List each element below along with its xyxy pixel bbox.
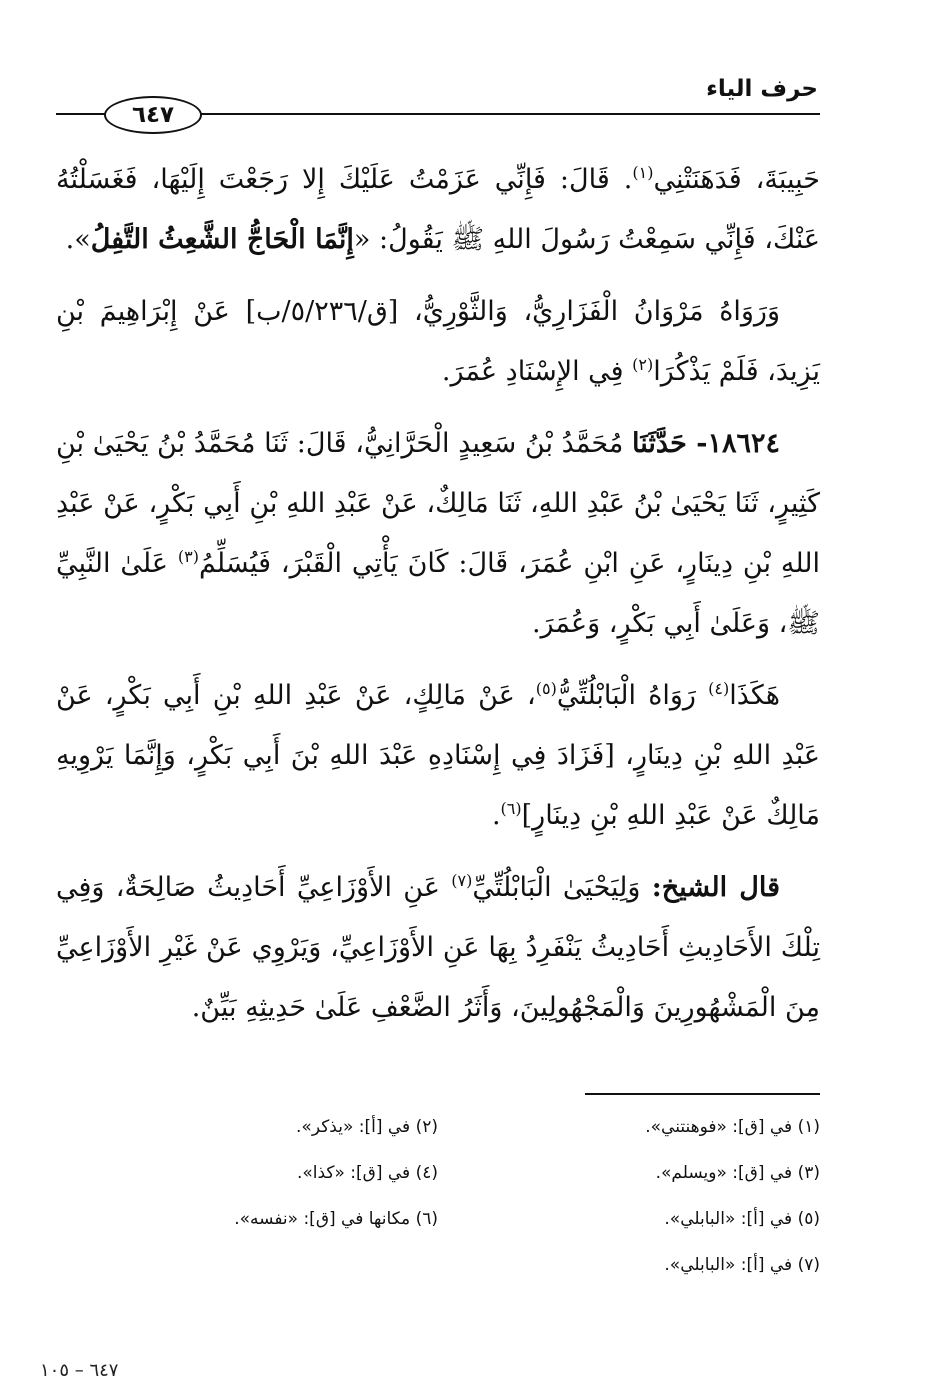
footnote-1 — [438, 1108, 820, 1146]
text-span: عَلَىٰ النَّبِيِّ ﷺ، وَعَلَىٰ أَبِي بَكْرٍ، وَعُمَرَ. — [56, 548, 820, 639]
text-span: . قَالَ: فَإِنِّي عَزَمْتُ عَلَيْكَ إِلا رَجَعْتَ إِلَيْهَا، فَغَسَلْتُهُ عَنْكَ، فَإِنِّي سَمِعْتُ رَسُولَ اللهِ ﷺ يَقُولُ: « — [56, 164, 820, 255]
footnote-2 — [56, 1108, 438, 1146]
footnotes — [56, 1108, 820, 1284]
footnote-ref-7: (٧) — [451, 871, 473, 890]
text-span: وَرَوَاهُ مَرْوَانُ الْفَزَارِيُّ، وَالثَّوْرِيُّ، [ق/٥/٢٣٦/ب] عَنْ إِبْرَاهِيمَ بْنِ يَزِيدَ، فَلَمْ يَذْكُرَا — [56, 296, 820, 387]
footnote-ref-5: (٥) — [535, 679, 557, 698]
footnote-text: مكانها في [ق]: «نفسه». — [234, 1209, 411, 1229]
footnote-ref-6: (٦) — [500, 799, 522, 818]
text-span: حَبِيبَةَ، فَدَهَنَتْنِي — [653, 164, 821, 195]
footer-mark: ٦٤٧ – ١٠٥ — [40, 1360, 119, 1381]
text-span: رَوَاهُ الْبَابْلُتِّيُّ — [556, 680, 709, 711]
footnote-ref-1: (١) — [632, 163, 654, 182]
footnote-text: في [ق]: «ويسلم». — [655, 1163, 793, 1183]
text-span: هَكَذَا — [729, 680, 781, 711]
footnote-rule — [585, 1093, 820, 1095]
text-span: . — [491, 800, 501, 831]
text-span: فِي الإِسْنَادِ عُمَرَ. — [441, 356, 633, 387]
paragraph-1 — [56, 150, 820, 270]
footnote-number: (٦) — [415, 1209, 438, 1229]
text-span: ، عَنْ مَالِكٍ، عَنْ عَبْدِ اللهِ بْنِ أَبِي بَكْرٍ، عَنْ عَبْدِ اللهِ بْنِ دِينَارٍ، [فَزَادَ فِي إِسْنَادِهِ عَبْدَ اللهِ بْنَ أَبِي بَكْرٍ، وَإِنَّمَا يَرْوِيهِ مَالِكٌ عَنْ عَبْدِ اللهِ بْنِ دِينَارٍ] — [56, 680, 820, 831]
main-text — [56, 150, 820, 1050]
footnote-text: في [أ]: «البابلي». — [664, 1255, 793, 1275]
hadith-number: ١٨٦٢٤- حَدَّثَنَا — [632, 428, 780, 459]
text-span: عَنِ الأَوْزَاعِيِّ أَحَادِيثُ صَالِحَةٌ، وَفِي تِلْكَ الأَحَادِيثِ أَحَادِيثُ يَنْفَرِدُ بِهَا عَنِ الأَوْزَاعِيِّ، وَيَرْوِي عَنْ غَيْرِ الأَوْزَاعِيِّ مِنَ الْمَشْهُورِينَ وَالْمَجْهُولِينَ، وَأَثَرُ الضَّعْفِ عَلَىٰ حَدِيثِهِ بَيِّنٌ. — [56, 872, 820, 1023]
footnote-text: في [ق]: «فوهنتني». — [645, 1117, 793, 1137]
paragraph-3 — [56, 414, 820, 654]
footnote-number: (٢) — [415, 1117, 438, 1137]
footnote-number: (٧) — [797, 1255, 820, 1275]
paragraph-4 — [56, 666, 820, 846]
footnote-text: في [أ]: «يذكر». — [296, 1117, 411, 1137]
footnote-number: (٣) — [797, 1163, 820, 1183]
footnote-number: (٤) — [415, 1163, 438, 1183]
footnote-3 — [438, 1154, 820, 1192]
text-span: مُحَمَّدُ بْنُ سَعِيدٍ الْحَرَّانِيُّ، قَالَ: ثَنَا مُحَمَّدُ بْنُ يَحْيَىٰ بْنِ كَثِيرٍ، ثَنَا يَحْيَىٰ بْنُ عَبْدِ اللهِ، ثَنَا مَالِكٌ، عَنْ عَبْدِ اللهِ بْنِ أَبِي بَكْرٍ، عَنْ عَبْدِ اللهِ بْنِ دِينَارٍ، عَنِ ابْنِ عُمَرَ، قَالَ: كَانَ يَأْتِي الْقَبْرَ، فَيُسَلِّمُ — [56, 428, 820, 579]
sheikh-label: قال الشيخ: — [651, 872, 780, 903]
footnote-number: (٥) — [797, 1209, 820, 1229]
footnote-7 — [438, 1246, 820, 1284]
footnote-ref-4: (٤) — [708, 679, 730, 698]
footnote-ref-3: (٣) — [177, 547, 199, 566]
footnote-6 — [56, 1200, 438, 1238]
text-span: ». — [65, 224, 91, 255]
footnote-5 — [438, 1200, 820, 1238]
footnote-4 — [56, 1154, 438, 1192]
footnote-text: في [أ]: «البابلي». — [664, 1209, 793, 1229]
paragraph-2 — [56, 282, 820, 402]
paragraph-5 — [56, 858, 820, 1038]
footnote-ref-2: (٢) — [632, 355, 654, 374]
footnote-text: في [ق]: «كذا». — [296, 1163, 411, 1183]
hadith-quote: إِنَّمَا الْحَاجُّ الشَّعِثُ التَّفِلُ — [90, 224, 354, 255]
text-span: وَلِيَحْيَىٰ الْبَابْلُتِّيِّ — [472, 872, 652, 903]
chapter-title: حرف الياء — [706, 76, 818, 102]
footnote-number: (١) — [797, 1117, 820, 1137]
page-number-badge: ٦٤٧ — [104, 96, 202, 134]
